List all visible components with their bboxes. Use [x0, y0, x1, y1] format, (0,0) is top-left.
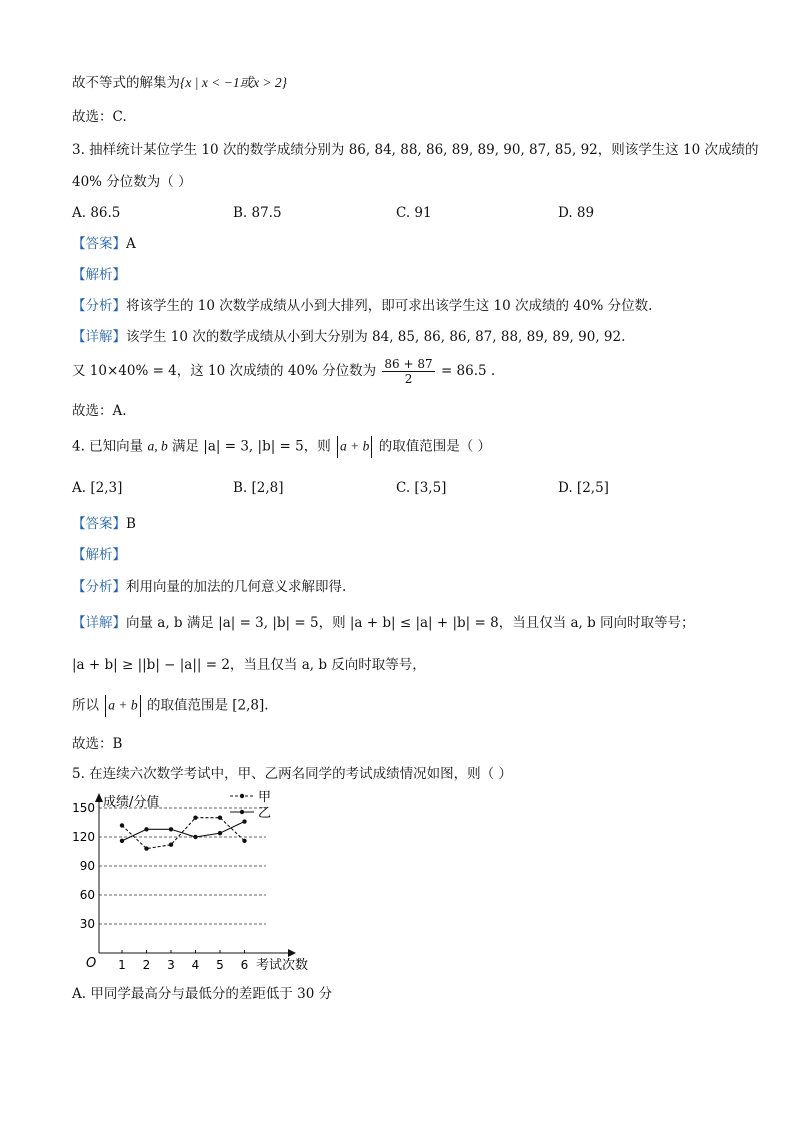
- series-2-point-5: [218, 831, 222, 835]
- x-tick-label-1: 1: [118, 958, 126, 972]
- q4-stem-post: 的取值范围是（ ）: [378, 438, 492, 455]
- y-axis-label: 成绩/分值: [103, 795, 160, 810]
- q3-option-c: C. 91: [396, 205, 432, 221]
- solution-line-1: [72, 74, 287, 92]
- y-axis-arrow: [95, 793, 103, 802]
- q3-answer: [72, 235, 136, 253]
- y-tick-label-120: 120: [72, 830, 95, 844]
- q4-option-c: C. [3,5]: [396, 480, 447, 496]
- q4-option-b: B. [2,8]: [233, 480, 284, 496]
- q3-fenxi: [72, 297, 652, 315]
- q4-option-d: D. [2,5]: [558, 480, 609, 496]
- analysis-tag: 【解析】: [72, 267, 126, 283]
- abs-bar-left: [337, 436, 338, 458]
- y-tick-label-150: 150: [72, 801, 95, 815]
- series-2-point-3: [169, 827, 173, 831]
- xiangjie-text: 该学生 10 次的数学成绩从小到大分别为 84, 85, 86, 86, 87, 88, 89, 89, 90, 92.: [126, 329, 626, 345]
- xj3-pre: 所以: [72, 697, 99, 714]
- q4-stem-pre: 4. 已知向量: [72, 438, 144, 455]
- x-tick-label-3: 3: [167, 958, 175, 972]
- q4-choose: 故选：B: [72, 736, 123, 752]
- abs-bar-right: [140, 695, 141, 717]
- y-tick-label-30: 30: [79, 917, 95, 931]
- series-1-point-2: [144, 846, 148, 850]
- q3-option-b: B. 87.5: [233, 205, 282, 221]
- xiangjie-tag: 【详解】: [72, 615, 126, 631]
- legend-label-2: 乙: [258, 806, 272, 821]
- fenxi-tag: 【分析】: [72, 298, 126, 314]
- q4-option-a: A. [2,3]: [72, 480, 123, 496]
- q3-stem: 3. 抽样统计某位学生 10 次的数学成绩分别为 86, 84, 88, 86, 89, 89, 90, 87, 85, 92，则该学生这 10 次成绩的: [72, 142, 759, 158]
- series-1-point-3: [169, 843, 173, 847]
- q3-stem-2: 40% 分位数为（ ）: [72, 174, 192, 190]
- fenxi-tag: 【分析】: [72, 579, 126, 595]
- abs-bar-right: [371, 436, 372, 458]
- q4-xiangjie-1: [72, 614, 695, 632]
- q3-choose: 故选：A.: [72, 403, 127, 419]
- series-2-point-1: [120, 839, 124, 843]
- fraction-denominator: 2: [404, 372, 413, 386]
- x-tick-label-6: 6: [240, 958, 249, 972]
- legend-marker-1: [240, 794, 244, 798]
- q4-xiangjie-2: |a + b| ≥ ||b| − |a|| = 2，当且仅当 a, b 反向时取等号，: [72, 657, 426, 673]
- series-1-point-4: [193, 815, 197, 819]
- legend-marker-2: [240, 810, 244, 814]
- fraction: [382, 357, 434, 386]
- chart-legend: [230, 790, 271, 821]
- q4-analysis: [72, 546, 126, 564]
- xiangjie-tag: 【详解】: [72, 329, 126, 345]
- calc-post: = 86.5 .: [440, 363, 496, 379]
- legend-label-1: 甲: [258, 790, 272, 805]
- abs-bar-left: [105, 695, 106, 717]
- analysis-tag: 【解析】: [72, 547, 126, 563]
- x-tick-label-5: 5: [216, 958, 224, 972]
- solution-set-expr: {x | x < −1或x > 2}: [180, 75, 288, 90]
- q4-sum-expr: a + b: [340, 438, 370, 454]
- answer-tag: 【答案】: [72, 236, 126, 252]
- q4-vectors: a, b: [147, 438, 168, 454]
- q3-calc: [72, 355, 495, 387]
- calc-pre: 又 10×40% = 4，这 10 次成绩的 40% 分位数为: [72, 363, 377, 379]
- chart-series: [120, 815, 247, 850]
- q5-option-a: A. 甲同学最高分与最低分的差距低于 30 分: [72, 986, 333, 1002]
- q4-answer: [72, 515, 136, 533]
- y-tick-label-90: 90: [79, 859, 95, 873]
- answer-tag: 【答案】: [72, 516, 126, 532]
- xj3-post: 的取值范围是 [2,8].: [146, 697, 269, 714]
- series-1-point-5: [218, 815, 222, 819]
- answer-value: B: [126, 516, 136, 532]
- x-tick-label-2: 2: [142, 958, 151, 972]
- fenxi-text: 将该学生的 10 次数学成绩从小到大排列，即可求出该学生这 10 次成绩的 40% 分位数.: [126, 298, 653, 314]
- q3-xiangjie: [72, 328, 625, 346]
- x-axis-arrow: [288, 949, 296, 957]
- x-axis-label: 考试次数: [256, 958, 309, 973]
- series-2-point-6: [242, 819, 246, 823]
- q4-xiangjie-3: [72, 695, 269, 717]
- xiangjie-text: 向量 a, b 满足 |a| = 3, |b| = 5，则 |a + b| ≤ |a| + |b| = 8，当且仅当 a, b 同向时取等号；: [126, 615, 695, 631]
- fenxi-text: 利用向量的加法的几何意义求解即得.: [126, 579, 347, 595]
- q4-condition: 满足 |a| = 3, |b| = 5，则: [172, 438, 331, 455]
- q4-fenxi: [72, 578, 346, 596]
- choose-line: 故选：C.: [72, 109, 127, 125]
- q3-option-a: A. 86.5: [72, 205, 121, 221]
- x-tick-label-4: 4: [191, 958, 200, 972]
- xj3-expr: a + b: [108, 697, 138, 713]
- series-2-point-4: [193, 835, 197, 839]
- score-line-chart: [70, 788, 330, 978]
- y-tick-label-60: 60: [79, 888, 95, 902]
- q5-stem: 5. 在连续六次数学考试中，甲、乙两名同学的考试成绩情况如图，则（ ）: [72, 766, 512, 782]
- answer-value: A: [126, 236, 136, 252]
- q3-option-d: D. 89: [558, 205, 595, 221]
- q3-analysis: [72, 266, 126, 284]
- series-2-point-2: [144, 827, 148, 831]
- series-1-point-1: [120, 823, 124, 827]
- origin-label: O: [86, 956, 97, 971]
- q4-stem: [72, 436, 491, 458]
- series-1-point-6: [242, 839, 246, 843]
- solution-text: 故不等式的解集为: [72, 75, 180, 91]
- fraction-numerator: 86 + 87: [384, 357, 433, 371]
